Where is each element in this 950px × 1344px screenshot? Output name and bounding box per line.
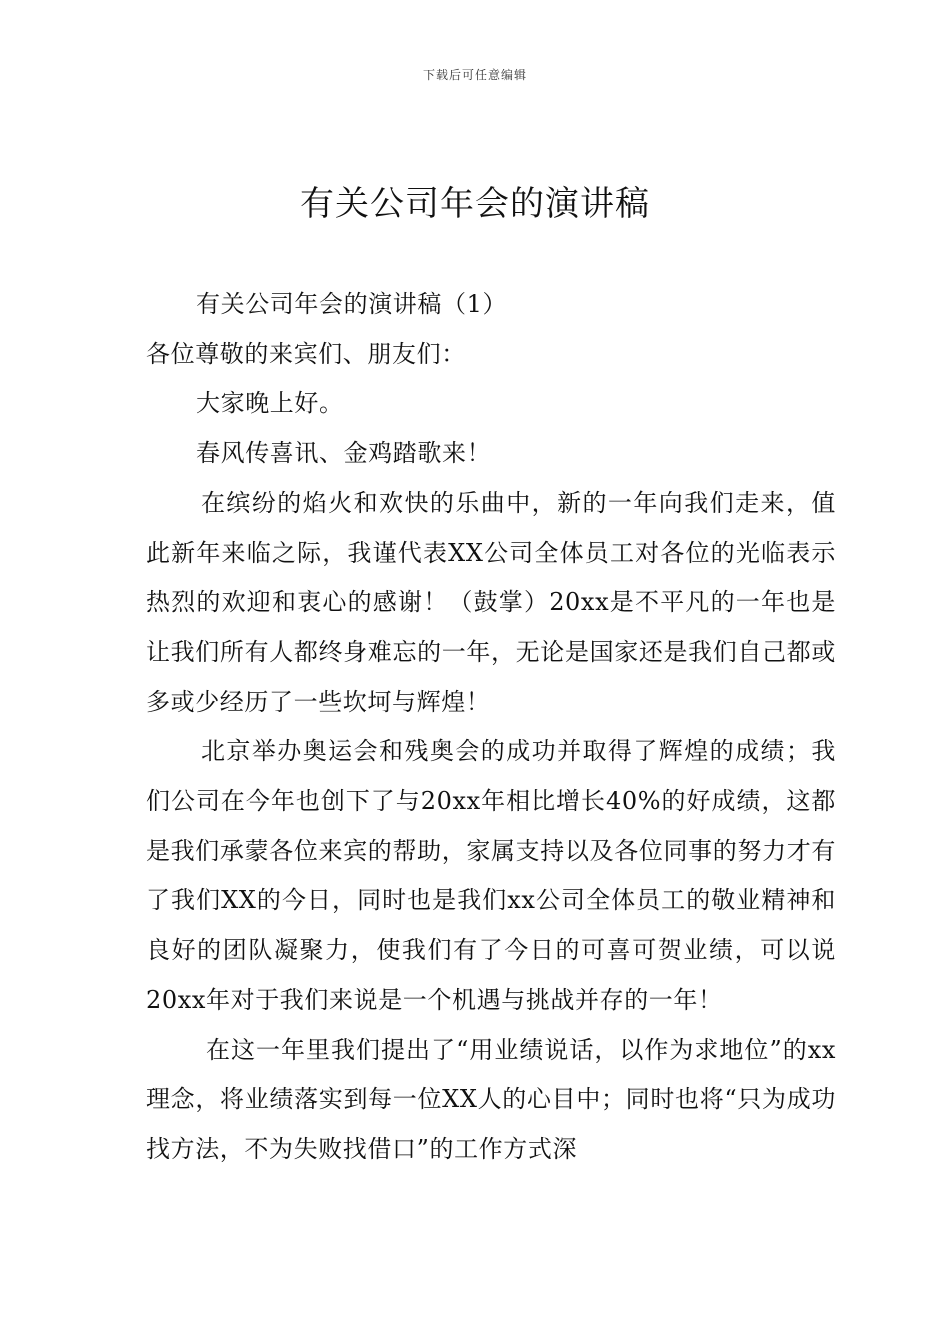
paragraph: 在缤纷的焰火和欢快的乐曲中，新的一年向我们走来，值此新年来临之际，我谨代表XX公司全体员工对各位的光临表示热烈的欢迎和衷心的感谢！（鼓掌）20xx是不平凡的一年也是让我们所有人都终身难忘的一年，无论是国家还是我们自己都或多或少经历了一些坎坷与辉煌！ — [146, 488, 836, 716]
paragraph: 北京举办奥运会和残奥会的成功并取得了辉煌的成绩；我们公司在今年也创下了与20xx年相比增长40%的好成绩，这都是我们承蒙各位来宾的帮助，家属支持以及各位同事的努力才有了我们XX的今日，同时也是我们xx公司全体员工的敬业精神和良好的团队凝聚力，使我们有了今日的可喜可贺业绩，可以说20xx年对于我们来说是一个机遇与挑战并存的一年！ — [146, 737, 836, 1014]
greeting: 大家晚上好。 — [196, 389, 344, 418]
document-body — [146, 280, 836, 1175]
header-note: 下载后可任意编辑 — [422, 68, 527, 82]
opening-line: 春风传喜讯、金鸡踏歌来！ — [196, 439, 492, 468]
document-title: 有关公司年会的演讲稿 — [300, 184, 650, 224]
section-heading: 有关公司年会的演讲稿（1） — [196, 290, 508, 318]
paragraph: 在这一年里我们提出了“用业绩说话，以作为求地位”的xx理念，将业绩落实到每一位XX人的心目中；同时也将“只为成功找方法，不为失败找借口”的工作方式深 — [146, 1035, 836, 1163]
salutation: 各位尊敬的来宾们、朋友们： — [146, 339, 466, 368]
